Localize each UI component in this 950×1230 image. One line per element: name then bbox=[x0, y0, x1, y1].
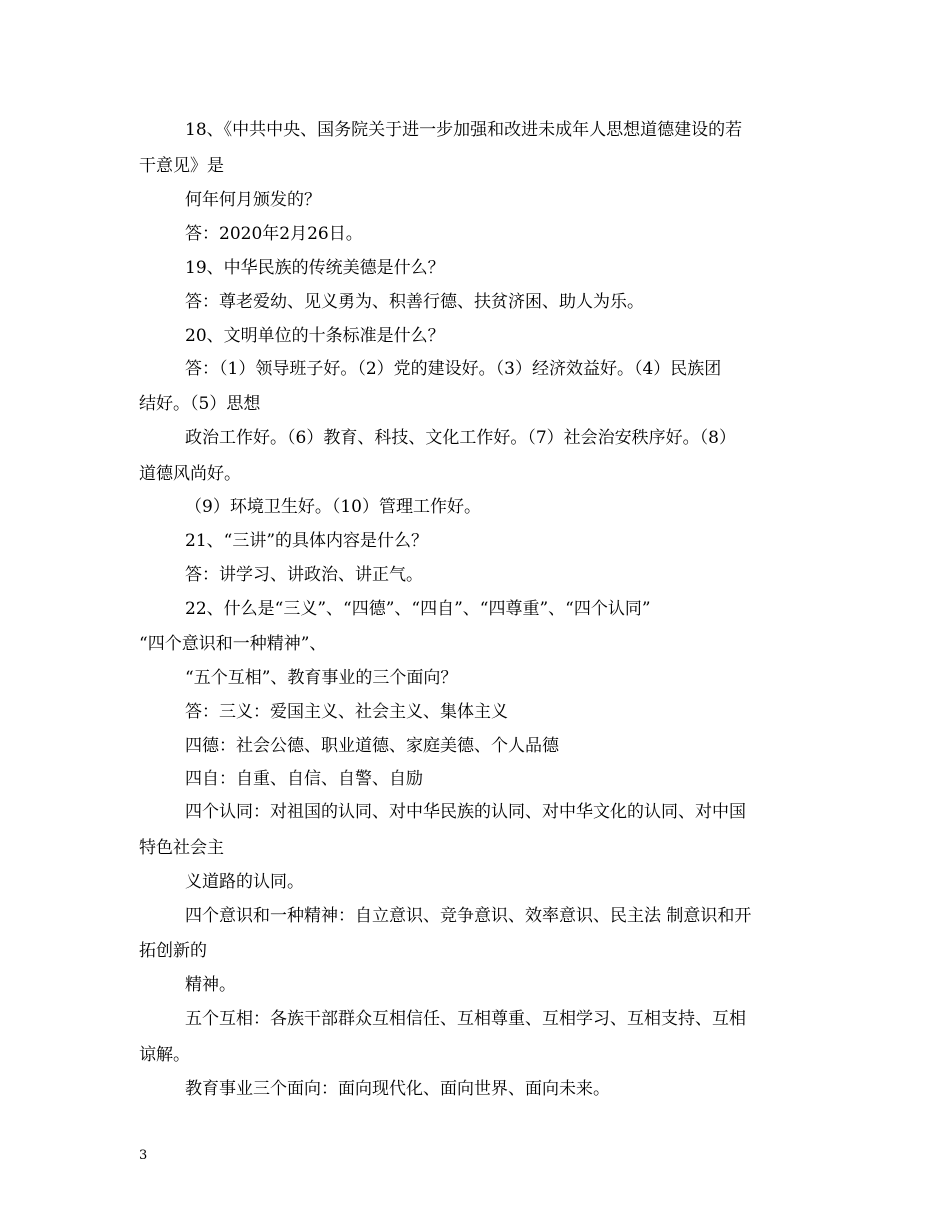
text-line: 18、《中共中央、国务院关于进一步加强和改进未成年人思想道德建设的若 bbox=[185, 120, 743, 140]
text-line: 答：（1）领导班子好。（2）党的建设好。（3）经济效益好。（4）民族团 bbox=[185, 359, 722, 379]
text-line: 20、文明单位的十条标准是什么？ bbox=[185, 326, 445, 346]
page-number: 3 bbox=[139, 1148, 148, 1163]
text-line: 19、中华民族的传统美德是什么？ bbox=[185, 258, 445, 278]
text-line: 义道路的认同。 bbox=[185, 872, 304, 892]
text-line: 答：讲学习、讲政治、讲正气。 bbox=[185, 565, 423, 585]
text-line: 特色社会主 bbox=[139, 838, 224, 858]
text-line: 答：2020年2月26日。 bbox=[185, 224, 363, 244]
text-line: 干意见》是 bbox=[139, 156, 224, 176]
text-line: “五个互相”、教育事业的三个面向？ bbox=[185, 668, 458, 688]
text-line: 拓创新的 bbox=[139, 941, 207, 961]
text-line: 谅解。 bbox=[139, 1045, 190, 1065]
text-line: 四个认同：对祖国的认同、对中华民族的认同、对中华文化的认同、对中国 bbox=[185, 802, 746, 822]
text-line: “四个意识和一种精神”、 bbox=[139, 634, 327, 654]
text-line: 何年何月颁发的？ bbox=[185, 190, 321, 210]
text-line: 四德：社会公德、职业道德、家庭美德、个人品德 bbox=[185, 736, 559, 756]
text-line: 政治工作好。（6）教育、科技、文化工作好。（7）社会治安秩序好。（8） bbox=[185, 428, 736, 448]
text-line: 四个意识和一种精神：自立意识、竞争意识、效率意识、民主法 制意识和开 bbox=[185, 906, 752, 926]
text-line: 道德风尚好。 bbox=[139, 464, 241, 484]
text-line: 教育事业三个面向：面向现代化、面向世界、面向未来。 bbox=[185, 1079, 610, 1099]
text-line: （9）环境卫生好。（10）管理工作好。 bbox=[185, 497, 481, 517]
text-line: 22、什么是“三义”、“四德”、“四自”、“四尊重”、“四个认同” bbox=[185, 599, 651, 619]
text-line: 结好。（5）思想 bbox=[139, 394, 261, 414]
text-line: 五个互相：各族干部群众互相信任、互相尊重、互相学习、互相支持、互相 bbox=[185, 1009, 746, 1029]
text-line: 精神。 bbox=[185, 975, 236, 995]
text-line: 答：尊老爱幼、见义勇为、积善行德、扶贫济困、助人为乐。 bbox=[185, 292, 644, 312]
text-line: 四自：自重、自信、自警、自励 bbox=[185, 769, 423, 789]
text-line: 21、“三讲”的具体内容是什么？ bbox=[185, 531, 429, 551]
text-line: 答：三义：爱国主义、社会主义、集体主义 bbox=[185, 702, 508, 722]
